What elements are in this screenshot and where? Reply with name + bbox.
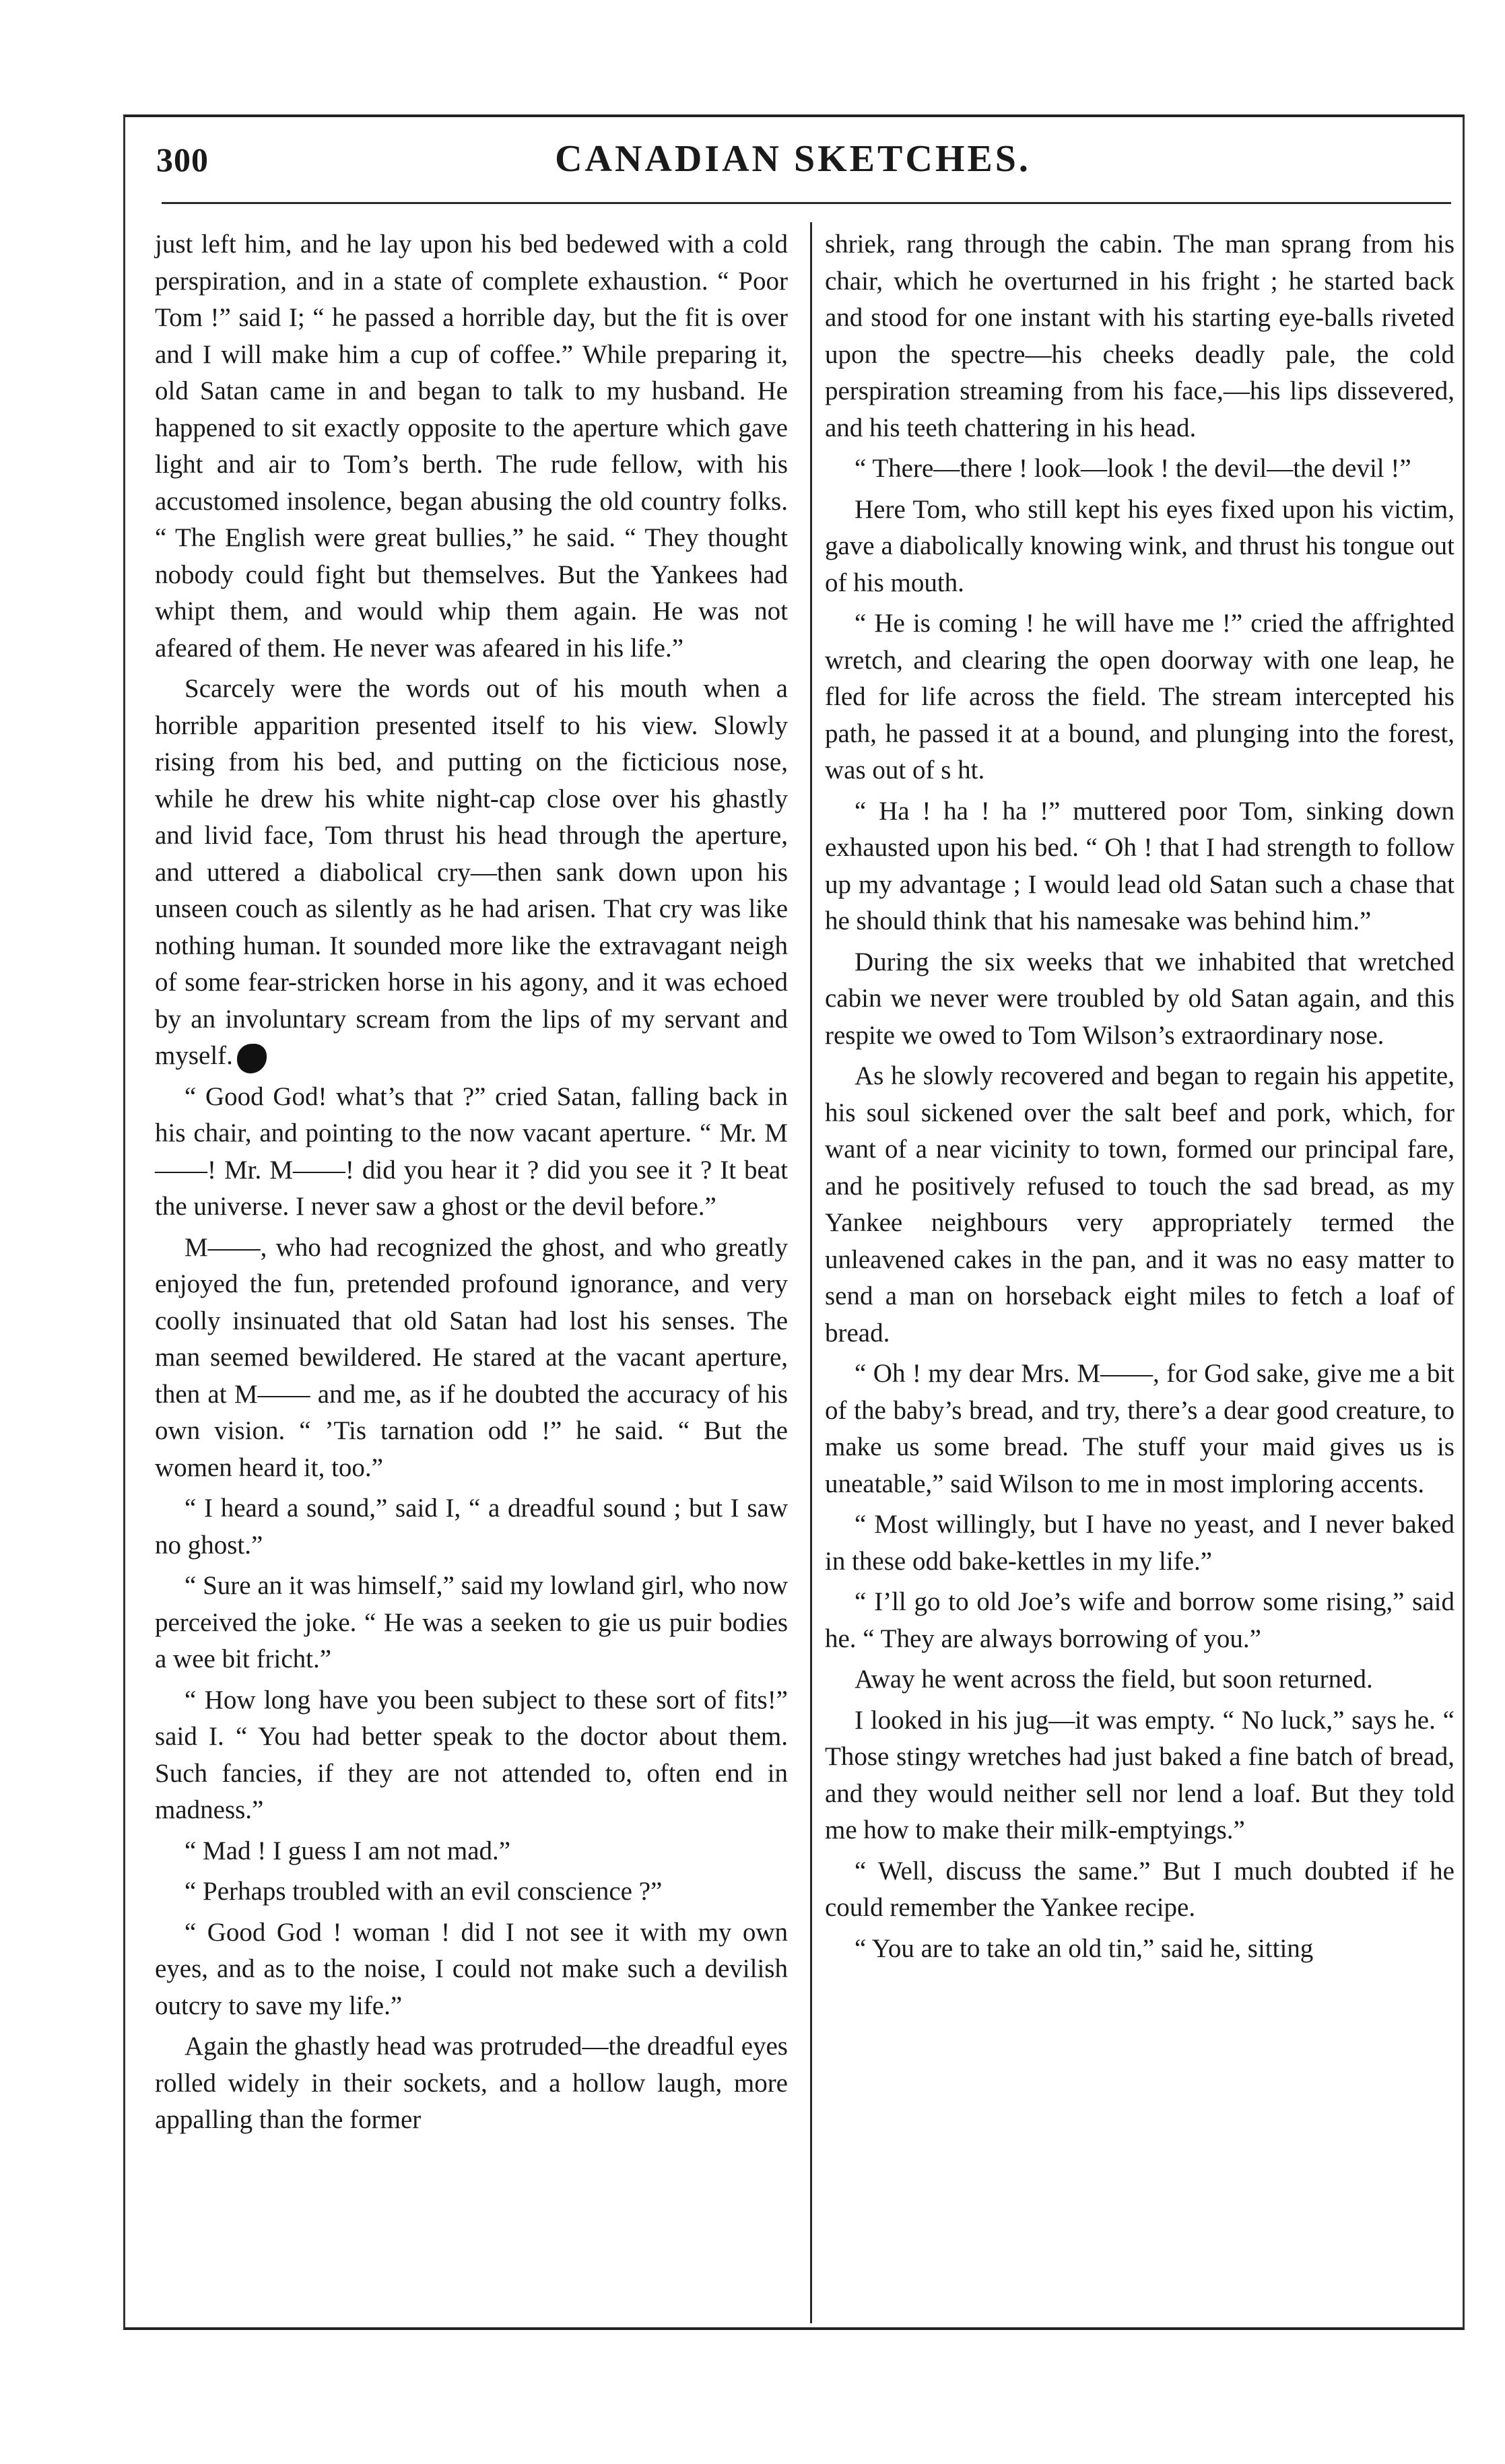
paragraph: “ You are to take an old tin,” said he, sitting xyxy=(855,1933,1314,1963)
running-title-text: CANADIAN SKETCHES. xyxy=(555,138,1031,180)
paragraph: “ There—there ! look—look ! the devil—the devil !” xyxy=(855,454,1411,483)
paragraph: As he slowly recovered and began to regain his appetite, his soul sickened over the salt beef and pork, which, for want of a near vicinity to town, formed our principal fare, and he positively refused to touch the sad bread, as my Yankee neighbours very appropriately termed the unleavened cakes in the pan, and it was no easy matter to send a man on horseback eight miles to fetch a loaf of bread. xyxy=(825,1061,1454,1347)
paragraph: “ How long have you been subject to these sort of fits!” said I. “ You had better speak to the doctor about them. Such fancies, if they are not attended to, often end in madness.” xyxy=(155,1685,788,1824)
paragraph: “ Sure an it was himself,” said my lowland girl, who now perceived the joke. “ He was a seeken to gie us puir bodies a wee bit fricht.” xyxy=(155,1571,788,1673)
paragraph: shriek, rang through the cabin. The man sprang from his chair, which he overturned in his fright ; he started back and stood for one instant with his starting eye-balls riveted upon the spectre—his cheeks deadly pale, the cold perspiration streaming from his face,—his lips dissevered, and his teeth chattering in his head. xyxy=(825,230,1454,442)
paragraph: “ Most willingly, but I have no yeast, and I never baked in these odd bake-kettles in my life.” xyxy=(825,1510,1454,1576)
paragraph: I looked in his jug—it was empty. “ No luck,” says he. “ Those stingy wretches had just baked a fine batch of bread, and they would neither sell nor lend a loaf. But they told me how to make their milk-emptyings.” xyxy=(825,1705,1454,1844)
running-title xyxy=(0,137,1505,180)
left-column xyxy=(155,226,788,2143)
paragraph: “ He is coming ! he will have me !” cried the affrighted wretch, and clearing the open doorway with one leap, he fled for life across the field. The stream intercepted his path, he passed it at a bound, and plunging into the forest, was out of s ht. xyxy=(825,609,1454,785)
paragraph: “ Good God ! woman ! did I not see it with my own eyes, and as to the noise, I could not make such a devilish outcry to save my life.” xyxy=(155,1917,788,2020)
right-column xyxy=(825,226,1454,1971)
paragraph: “ Oh ! my dear Mrs. M——, for God sake, give me a bit of the baby’s bread, and try, there’s a dear good creature, to make us some bread. The stuff your maid gives us is uneatable,” said Wilson to me in most imploring accents. xyxy=(825,1359,1454,1498)
paragraph: M——, who had recognized the ghost, and who greatly enjoyed the fun, pretended profound ignorance, and very coolly insinuated that old Satan had lost his senses. The man seemed bewildered. He stared at the vacant aperture, then at M—— and me, as if he doubted the accuracy of his own vision. “ ’Tis tarnation odd !” he said. “ But the women heard it, too.” xyxy=(155,1232,788,1482)
paragraph: “ Well, discuss the same.” But I much doubted if he could remember the Yankee recipe. xyxy=(825,1856,1454,1922)
paragraph: “ Ha ! ha ! ha !” muttered poor Tom, sinking down exhausted upon his bed. “ Oh ! that I had strength to follow up my advantage ; I would lead old Satan such a chase that he should think that his namesake was behind him.” xyxy=(825,796,1454,935)
paragraph: “ I heard a sound,” said I, “ a dreadful sound ; but I saw no ghost.” xyxy=(155,1494,788,1560)
paragraph: “ I’ll go to old Joe’s wife and borrow some rising,” said he. “ They are always borrowing of you.” xyxy=(825,1587,1454,1653)
paragraph: “ Good God! what’s that ?” cried Satan, falling back in his chair, and pointing to the now vacant aperture. “ Mr. M——! Mr. M——! did you hear it ? did you see it ? It beat the universe. I never saw a ghost or the devil before.” xyxy=(155,1081,788,1221)
paragraph: During the six weeks that we inhabited that wretched cabin we never were troubled by old Satan again, and this respite we owed to Tom Wilson’s extraordinary nose. xyxy=(825,947,1454,1050)
paragraph: Again the ghastly head was protruded—the dreadful eyes rolled widely in their sockets, and a hollow laugh, more appalling than the former xyxy=(155,2032,788,2134)
page-number: 300 xyxy=(156,141,209,178)
paragraph: just left him, and he lay upon his bed bedewed with a cold perspiration, and in a state of complete exhaustion. “ Poor Tom !” said I; “ he passed a horrible day, but the fit is over and I will make him a cup of coffee.” While preparing it, old Satan came in and began to talk to my husband. He happened to sit exactly opposite to the aperture which gave light and air to Tom’s berth. The rude fellow, with his accustomed insolence, began abusing the old country folks. “ The English were great bullies,” he said. “ They thought nobody could fight but themselves. But the Yankees had whipt them, and would whip them again. He was not afeared of them. He never was afeared in his life.” xyxy=(155,230,788,663)
paragraph: Scarcely were the words out of his mouth when a horrible apparition presented itself to his view. Slowly rising from his bed, and putting on the ficticious nose, while he drew his white night-cap close over his ghastly and livid face, Tom thrust his head through the aperture, and uttered a diabolical cry—then sank down upon his unseen couch as silently as he had arisen. That cry was like nothing human. It sounded more like the extravagant neigh of some fear-stricken horse in his agony, and it was echoed by an involuntary scream from the lips of my servant and myself. xyxy=(155,674,788,1070)
header-rule xyxy=(162,202,1451,204)
paragraph: Away he went across the field, but soon returned. xyxy=(855,1665,1373,1694)
column-divider xyxy=(810,222,812,2323)
paragraph: Here Tom, who still kept his eyes fixed upon his victim, gave a diabolically knowing wink, and thrust his tongue out of his mouth. xyxy=(825,494,1454,597)
paragraph: “ Mad ! I guess I am not mad.” xyxy=(185,1836,511,1865)
paragraph: “ Perhaps troubled with an evil conscience ?” xyxy=(185,1877,663,1906)
